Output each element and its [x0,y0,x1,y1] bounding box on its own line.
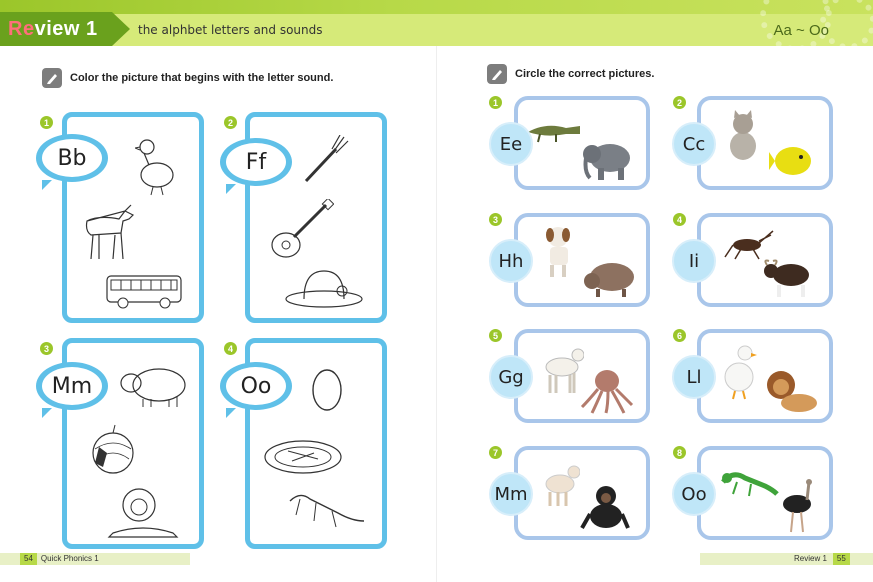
pencil-icon [42,68,62,88]
left-instruction-text: Color the picture that begins with the letter sound. [70,72,334,84]
left-instruction [42,68,333,88]
page-number-left: 54 [20,553,37,565]
circle-card-cc [697,96,833,190]
octopus-picture[interactable] [580,367,634,415]
plate-picture[interactable] [262,433,344,479]
hippo-picture[interactable] [119,361,189,409]
letter-bubble: Mm [489,472,533,516]
letter-bubble: Ee [489,122,533,166]
review-badge-prefix: Re [8,18,35,40]
letter-bubble [36,362,108,410]
circle-card-mm [514,446,650,540]
review-badge [8,18,98,41]
exercise-number: 4 [673,213,686,226]
exercise-number: 1 [489,96,502,109]
crocodile-picture[interactable] [526,112,582,148]
exercise-number: 3 [489,213,502,226]
letter-bubble: Gg [489,355,533,399]
iguana-picture[interactable] [721,464,779,500]
exercise-number: 8 [673,446,686,459]
hat-picture[interactable] [284,267,364,309]
letter-bubble: Ll [672,355,716,399]
duck-picture[interactable] [135,135,179,197]
letter-label: Bb [42,139,102,177]
page-subtitle: the alphbet letters and sounds [138,23,323,37]
lion-picture[interactable] [103,483,183,539]
dog-picture[interactable] [542,223,578,279]
hippo-photo-picture[interactable] [584,257,636,297]
lamb-picture[interactable] [540,460,580,508]
circle-card-ii [697,213,833,307]
bus-picture[interactable] [105,272,185,312]
exercise-number: 1 [40,116,53,129]
circle-card-gg [514,329,650,423]
exercise-number: 5 [489,329,502,342]
pencil-icon [487,64,507,84]
exercise-number: 6 [673,329,686,342]
review-badge-rest: view [34,18,80,40]
letter-bubble [220,362,292,410]
letter-label: Ff [226,143,286,181]
page-header [0,0,873,46]
guitar-picture[interactable] [268,199,334,263]
circle-card-ll [697,329,833,423]
circle-card-ee [514,96,650,190]
footer-left [20,553,99,565]
lion-photo-picture[interactable] [759,367,819,415]
duck-photo-picture[interactable] [721,343,757,401]
lizard-picture[interactable] [286,487,366,535]
oval-picture[interactable] [310,367,344,413]
page-divider [436,46,437,582]
cat-picture[interactable] [723,110,763,162]
ostrich-picture[interactable] [779,478,815,534]
elephant-picture[interactable] [582,138,634,182]
section-title: Review 1 [794,554,827,563]
letter-bubble: Ii [672,239,716,283]
circle-card-hh [514,213,650,307]
letter-label: Mm [42,367,102,405]
bull-picture[interactable] [763,257,813,297]
monkey-picture[interactable] [580,484,630,532]
exercise-number: 3 [40,342,53,355]
letter-bubble: Hh [489,239,533,283]
fork-picture[interactable] [302,135,352,185]
circle-card-oo [697,446,833,540]
fish-picture[interactable] [769,144,815,178]
exercise-number: 2 [673,96,686,109]
goat-picture[interactable] [79,197,137,261]
right-instruction [487,64,654,84]
exercise-number: 2 [224,116,237,129]
goat-photo-picture[interactable] [542,345,584,395]
exercise-number: 4 [224,342,237,355]
footer-right [794,553,854,565]
insect-picture[interactable] [723,227,775,261]
melon-picture[interactable] [89,423,137,477]
book-title: Quick Phonics 1 [40,554,99,563]
letter-label: Oo [226,367,286,405]
letter-bubble [36,134,108,182]
letter-bubble: Cc [672,122,716,166]
page-number-right: 55 [833,553,850,565]
exercise-number: 7 [489,446,502,459]
letter-bubble: Oo [672,472,716,516]
letter-range: Aa ~ Oo [773,22,829,39]
letter-bubble [220,138,292,186]
review-badge-number: 1 [86,18,98,40]
right-instruction-text: Circle the correct pictures. [515,68,655,80]
